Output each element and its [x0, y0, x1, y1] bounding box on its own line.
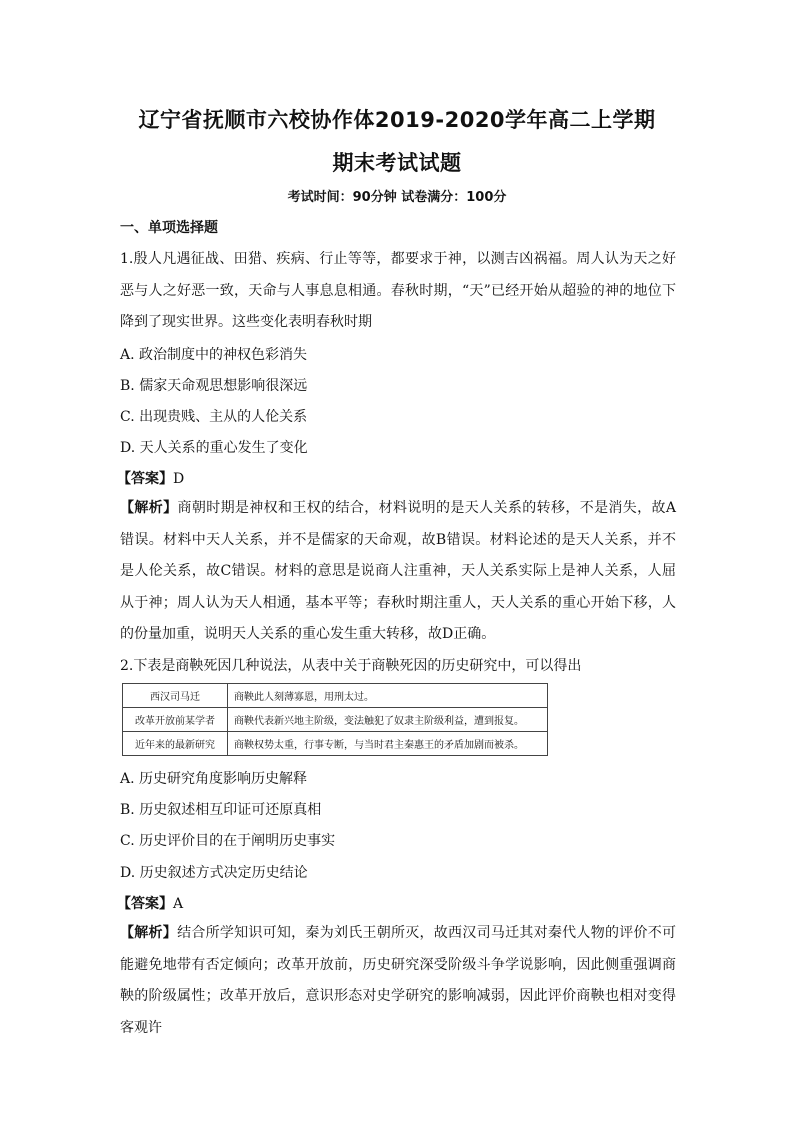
analysis-text: 结合所学知识可知，秦为刘氏王朝所灭，故西汉司马迁其对秦代人物的评价不可能避免地带有否定倾向；改革开放前，历史研究深受阶级斗争学说影响，因此侧重强调商鞅的阶级属性；改革开放后，意识形态对史学研究的影响减弱，因此评价商鞅也相对变得客观许 [120, 925, 677, 1036]
table-cell-view: 商鞅代表新兴地主阶级，变法触犯了奴隶主阶级利益，遭到报复。 [228, 708, 548, 732]
table-row [123, 732, 548, 756]
document-title-line-2: 期末考试试题 [332, 151, 462, 175]
section-heading: 一、单项选择题 [120, 220, 218, 236]
question-1-option-c: C. 出现贵贱、主从的人伦关系 [120, 409, 308, 425]
table-row [123, 708, 548, 732]
question-1-stem: 1.殷人凡遇征战、田猎、疾病、行止等等，都要求于神，以测吉凶祸福。周人认为天之好恶与人之好恶一致，天命与人事息息相通。春秋时期，“天”已经开始从超验的神的地位下降到了现实世界。这些变化表明春秋时期 [120, 251, 676, 330]
question-2-option-d: D. 历史叙述方式决定历史结论 [120, 865, 308, 881]
question-2-stem: 2.下表是商鞅死因几种说法，从表中关于商鞅死因的历史研究中，可以得出 [120, 658, 582, 674]
question-1-option-a: A. 政治制度中的神权色彩消失 [120, 347, 308, 363]
table-cell-view: 商鞅权势太重，行事专断，与当时君主秦惠王的矛盾加剧而被杀。 [228, 732, 548, 756]
question-2-option-a: A. 历史研究角度影响历史解释 [120, 771, 308, 787]
analysis-tag: 【解析】 [120, 925, 178, 941]
table-row [123, 684, 548, 708]
question-2-option-c: C. 历史评价目的在于阐明历史事实 [120, 833, 336, 849]
question-1-analysis [120, 493, 676, 651]
question-1-option-b: B. 儒家天命观思想影响很深远 [120, 378, 308, 394]
answer-tag: 【答案】 [117, 896, 173, 912]
answer-tag: 【答案】 [117, 471, 173, 487]
analysis-tag: 【解析】 [120, 500, 178, 516]
question-1-option-d: D. 天人关系的重心发生了变化 [120, 440, 308, 456]
analysis-text: 商朝时期是神权和王权的结合，材料说明的是天人关系的转移，不是消失，故A错误。材料中天人关系，并不是儒家的天命观，故B错误。材料论述的是天人关系，并不是人伦关系，故C错误。材料的意思是说商人注重神，天人关系实际上是神人关系，人屈从于神；周人认为天人相通，基本平等；春秋时期注重人，天人关系的重心开始下移，人的份量加重，说明天人关系的重心发生重大转移，故D正确。 [120, 500, 677, 642]
answer-value: D [173, 471, 185, 487]
question-2-analysis [120, 918, 676, 1044]
table-cell-view: 商鞅此人刻薄寡恩，用刑太过。 [228, 684, 548, 708]
answer-value: A [173, 896, 184, 912]
exam-info: 考试时间：90分钟 试卷满分：100分 [287, 190, 507, 205]
question-2-option-b: B. 历史叙述相互印证可还原真相 [120, 802, 322, 818]
shang-yang-table [122, 683, 548, 756]
question-1-answer [117, 468, 184, 488]
table-cell-source: 西汉司马迁 [123, 684, 228, 708]
question-2-answer [117, 893, 183, 913]
table-cell-source: 改革开放前某学者 [123, 708, 228, 732]
document-title-line-1: 辽宁省抚顺市六校协作体2019-2020学年高二上学期 [138, 108, 656, 132]
table-cell-source: 近年来的最新研究 [123, 732, 228, 756]
